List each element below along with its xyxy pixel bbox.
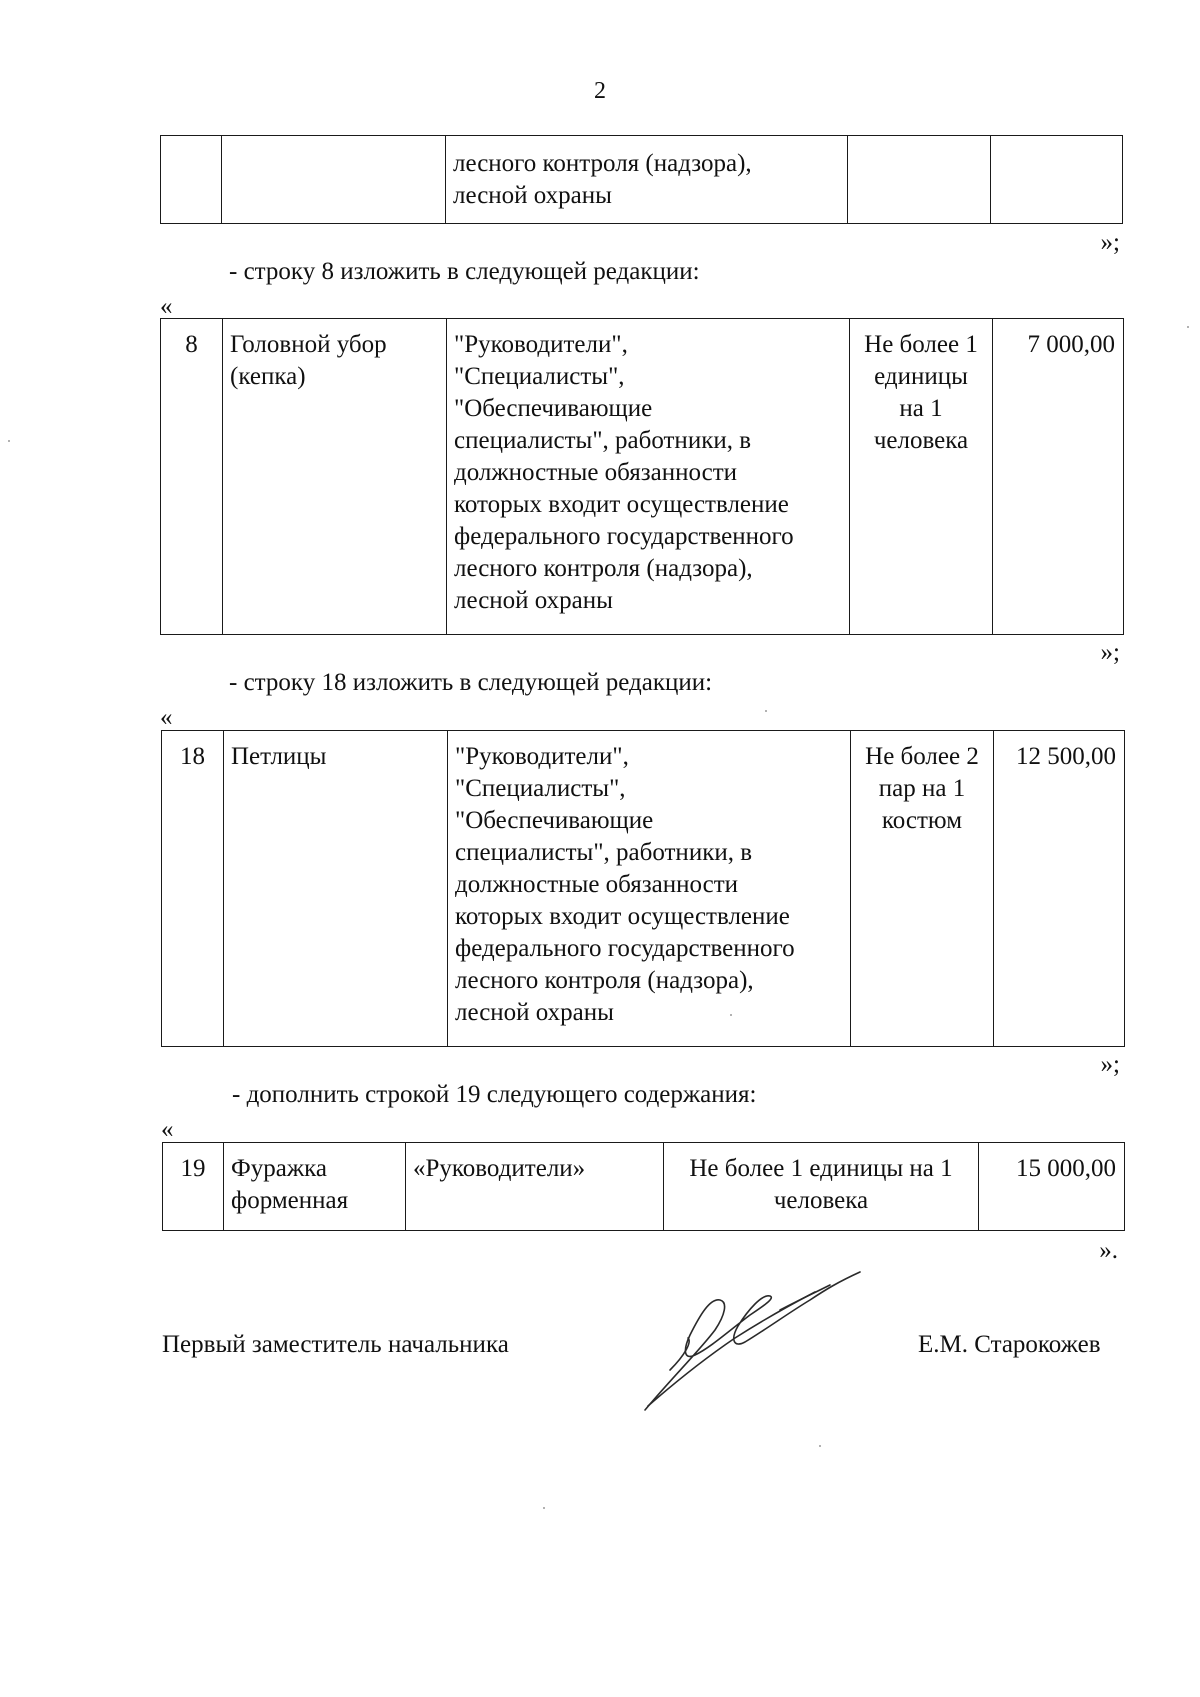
cell-quantity: Не более 1 единицы на 1 человека	[664, 1143, 979, 1231]
cell-num: 18	[162, 731, 224, 1047]
table-row	[163, 1143, 1125, 1231]
cell-category: «Руководители»	[406, 1143, 664, 1231]
cell-category: "Руководители", "Специалисты", "Обеспечивающие специалисты", работники, в должностные обязанности которых входит осуществление федерального государственного лесного контроля (надзора), лесной охраны	[448, 731, 851, 1047]
cell-price: 15 000,00	[979, 1143, 1125, 1231]
table-row	[162, 731, 1125, 1047]
continuation-table	[160, 135, 1123, 224]
opening-quote: «	[160, 704, 173, 731]
instruction-text: - дополнить строкой 19 следующего содержания:	[232, 1081, 757, 1108]
signatory-position: Первый заместитель начальника	[162, 1331, 509, 1358]
cell-price: 12 500,00	[994, 731, 1125, 1047]
cell-name: Фуражка форменная	[224, 1143, 406, 1231]
handwritten-signature	[630, 1260, 870, 1420]
cell-quantity: Не более 2 пар на 1 костюм	[851, 731, 994, 1047]
signatory-name: Е.М. Старокожев	[918, 1331, 1101, 1358]
table-row	[161, 136, 1123, 224]
instruction-text: - строку 18 изложить в следующей редакции:	[229, 669, 713, 696]
scan-speck	[543, 1507, 545, 1509]
cell-name: Головной убор (кепка)	[223, 319, 447, 635]
row-8-table	[160, 318, 1124, 635]
table-row	[161, 319, 1124, 635]
opening-quote: «	[160, 293, 173, 320]
cell-name: Петлицы	[224, 731, 448, 1047]
cell-quantity	[848, 136, 991, 224]
scan-speck	[1187, 326, 1189, 328]
cell-name	[222, 136, 446, 224]
cell-num: 19	[163, 1143, 224, 1231]
closing-quote: »;	[1100, 229, 1120, 256]
cell-num	[161, 136, 222, 224]
cell-category: лесного контроля (надзора), лесной охраны	[446, 136, 848, 224]
closing-quote: »;	[1100, 639, 1120, 666]
row-19-table	[162, 1142, 1125, 1231]
cell-category: "Руководители", "Специалисты", "Обеспечивающие специалисты", работники, в должностные обязанности которых входит осуществление федерального государственного лесного контроля (надзора), лесной охраны	[447, 319, 850, 635]
cell-price: 7 000,00	[993, 319, 1124, 635]
scan-speck	[819, 1445, 821, 1447]
scan-speck	[765, 710, 767, 712]
scan-speck	[730, 1014, 732, 1016]
row-18-table	[161, 730, 1125, 1047]
opening-quote: «	[161, 1116, 174, 1143]
closing-quote: ».	[1099, 1237, 1118, 1264]
page-number: 2	[594, 78, 606, 104]
scan-speck	[8, 440, 10, 442]
closing-quote: »;	[1100, 1051, 1120, 1078]
cell-quantity: Не более 1 единицы на 1 человека	[850, 319, 993, 635]
cell-price	[991, 136, 1123, 224]
cell-num: 8	[161, 319, 223, 635]
instruction-text: - строку 8 изложить в следующей редакции:	[229, 258, 700, 285]
